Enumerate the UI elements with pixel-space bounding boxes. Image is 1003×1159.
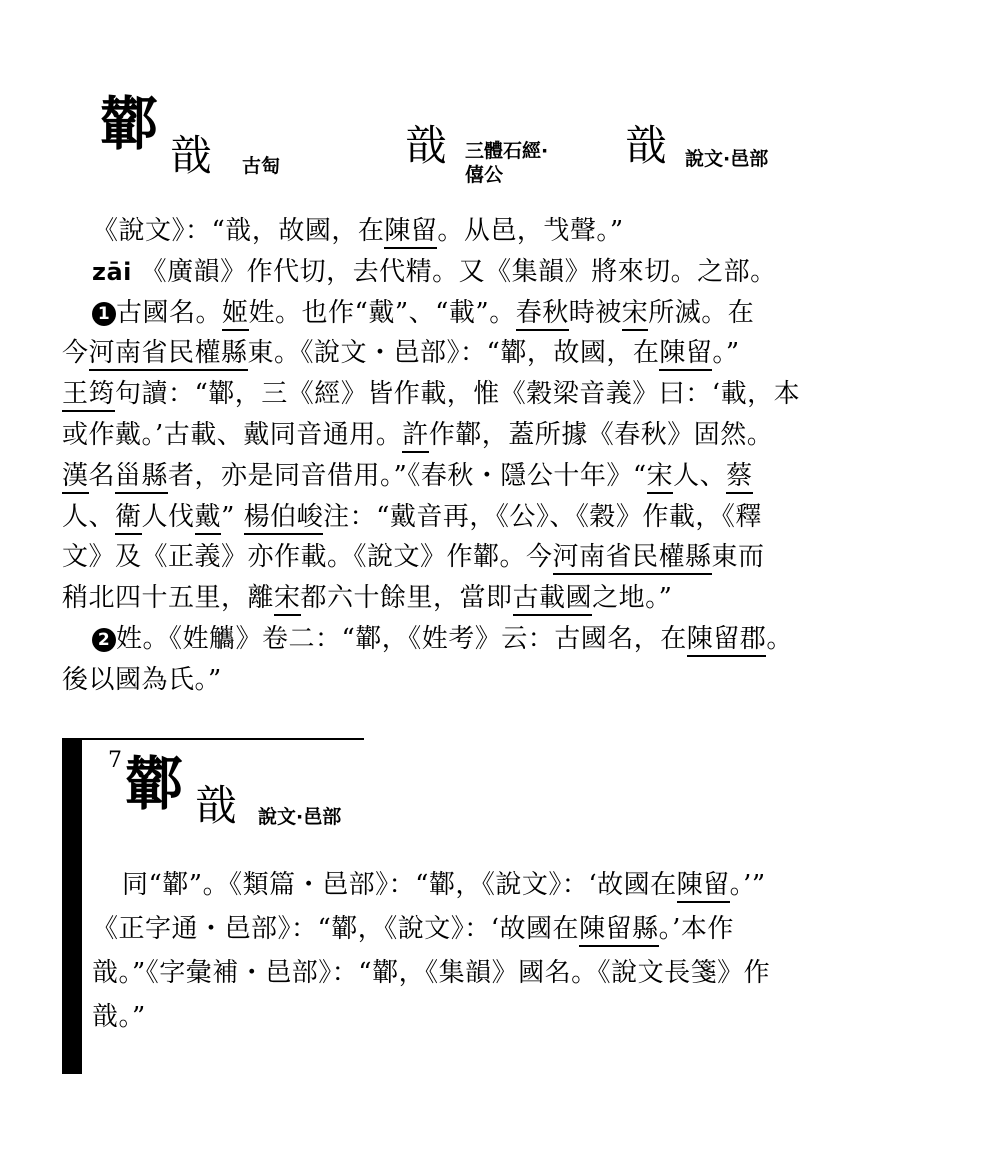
- text-run: 句讀：“鄻，三《經》皆作載，惟《穀梁音義》曰：‘載，本: [115, 379, 801, 410]
- proper-name-underlined: 民權縣: [168, 338, 248, 371]
- entry2-form-label: 說文·邑部: [258, 806, 342, 828]
- text-run: 注：“戴音再，《公》、《穀》作載，《釋: [323, 501, 762, 532]
- proper-name-underlined: 甾縣: [115, 461, 168, 494]
- proper-name-underlined: 陳留: [677, 870, 730, 903]
- text-run: 文》及《正義》亦作載。《說文》作鄻。今: [62, 542, 553, 573]
- text-run: 。’本作: [658, 914, 734, 944]
- text-run: 稍北四十五里，離: [62, 583, 275, 614]
- proper-name-underlined: 陳留: [384, 216, 437, 249]
- text-run: 。’”: [729, 870, 766, 900]
- pinyin-reading: zāi: [92, 257, 132, 286]
- proper-name-underlined: 楊伯峻: [244, 502, 324, 535]
- proper-name-underlined: 民權縣: [632, 542, 712, 575]
- text-run: 或作戴。’古載、戴同音通用。: [62, 420, 403, 450]
- text-run: 後以國為氏。”: [62, 664, 222, 695]
- text-run: 名: [88, 460, 116, 491]
- entry1-line: [62, 460, 753, 491]
- scan-top-rule: [82, 738, 364, 740]
- entry1-line: [92, 218, 624, 244]
- text-run: 時被: [568, 297, 622, 328]
- text-run: 。从邑，𢦏聲。”: [437, 216, 624, 246]
- text-run: 姓。《姓觿》卷二：“鄻，《姓考》云：古國名，在: [116, 624, 687, 654]
- proper-name-underlined: 許: [402, 420, 429, 453]
- ancient-form-glyph-gutao: 戠: [170, 131, 213, 180]
- text-run: ”: [221, 501, 244, 532]
- scan-border-left: [62, 738, 82, 1074]
- proper-name-underlined: 王筠: [62, 379, 115, 412]
- proper-name-underlined: 衛: [115, 502, 142, 535]
- entry1-line: [62, 501, 762, 532]
- text-run: 人、: [62, 501, 116, 532]
- proper-name-underlined: 姬: [222, 298, 249, 331]
- entry2-head-character: 鄻: [125, 750, 184, 818]
- entry2-line: [92, 960, 770, 986]
- text-run: 古國名。: [116, 297, 223, 328]
- sense-number-icon: 2: [92, 628, 116, 652]
- entry2-line: [92, 916, 734, 942]
- entry2-line: [92, 1004, 146, 1030]
- entry2-number: 7: [108, 748, 123, 773]
- entry1-line: [62, 338, 740, 369]
- text-run: 戠。”《字彙補・邑部》：“鄻，《集韻》國名。《說文長箋》作: [92, 958, 771, 988]
- entry1-line: [92, 297, 755, 328]
- text-run: 之地。”: [592, 583, 673, 614]
- entry-head-character: 鄻: [100, 90, 159, 158]
- proper-name-underlined: 陳留: [659, 338, 712, 371]
- ancient-form-glyph-shuowen: 戠: [625, 121, 668, 170]
- text-run: 姓。也作“戴”、“載”。: [248, 297, 516, 328]
- entry1-line: [62, 583, 673, 614]
- proper-name-underlined: 河南省: [89, 338, 169, 371]
- entry1-line: [92, 256, 777, 287]
- text-run: 《廣韻》作代切，去代精。又《集韻》將來切。之部。: [140, 256, 777, 287]
- proper-name-underlined: 春秋: [516, 298, 569, 331]
- entry1-line: [62, 664, 222, 695]
- ancient-form-label-shuowen: 說文·邑部: [685, 148, 769, 170]
- text-run: 都六十餘里，當即: [300, 583, 513, 614]
- text-run: ，故國，在: [251, 216, 385, 246]
- proper-name-underlined: 河南省: [553, 542, 633, 575]
- proper-name-underlined: 宋: [647, 461, 674, 494]
- entry2-line: [122, 872, 766, 898]
- ancient-form-label-santi: 三體石經· 僖公: [465, 140, 549, 186]
- proper-name-underlined: 蔡: [726, 461, 753, 494]
- text-run: 戠: [225, 216, 252, 246]
- proper-name-underlined: 陳留縣: [579, 914, 659, 947]
- proper-name-underlined: 陳留郡: [687, 624, 767, 657]
- text-run: 東。《說文・邑部》：“鄻，故國，在: [247, 338, 660, 369]
- text-run: 作鄻，蓋所據《春秋》固然。: [428, 420, 774, 450]
- text-run: 同“鄻”。《類篇・邑部》：“鄻，《說文》：‘故國在: [122, 870, 677, 900]
- proper-name-underlined: 宋: [622, 298, 649, 331]
- text-run: 。”: [712, 338, 740, 369]
- text-run: 所滅。在: [648, 297, 755, 328]
- text-run: 今: [62, 338, 89, 369]
- ancient-form-glyph-santi: 戠: [405, 121, 448, 170]
- ancient-form-label-gutao: 古匋: [242, 155, 281, 177]
- entry1-line: [62, 542, 765, 573]
- text-run: 戠。”: [92, 1002, 146, 1032]
- text-run: 人、: [673, 460, 727, 491]
- proper-name-underlined: 宋: [274, 583, 301, 616]
- entry1-line: [92, 626, 793, 652]
- entry1-line: [62, 379, 801, 410]
- text-run: 《說文》：“: [92, 216, 226, 246]
- text-run: 《正字通・邑部》：“鄻，《說文》：‘故國在: [92, 914, 580, 944]
- text-run: 東而: [711, 542, 765, 573]
- proper-name-underlined: 古載國: [513, 583, 593, 616]
- sense-number-icon: 1: [92, 302, 116, 326]
- text-run: 人伐: [141, 501, 195, 532]
- proper-name-underlined: 漢: [62, 461, 89, 494]
- entry2-form-glyph: 戠: [195, 781, 238, 830]
- text-run: 者，亦是同音借用。”《春秋・隱公十年》“: [168, 460, 647, 491]
- text-run: 。: [766, 624, 793, 654]
- entry1-line: [62, 422, 773, 448]
- proper-name-underlined: 戴: [195, 502, 222, 535]
